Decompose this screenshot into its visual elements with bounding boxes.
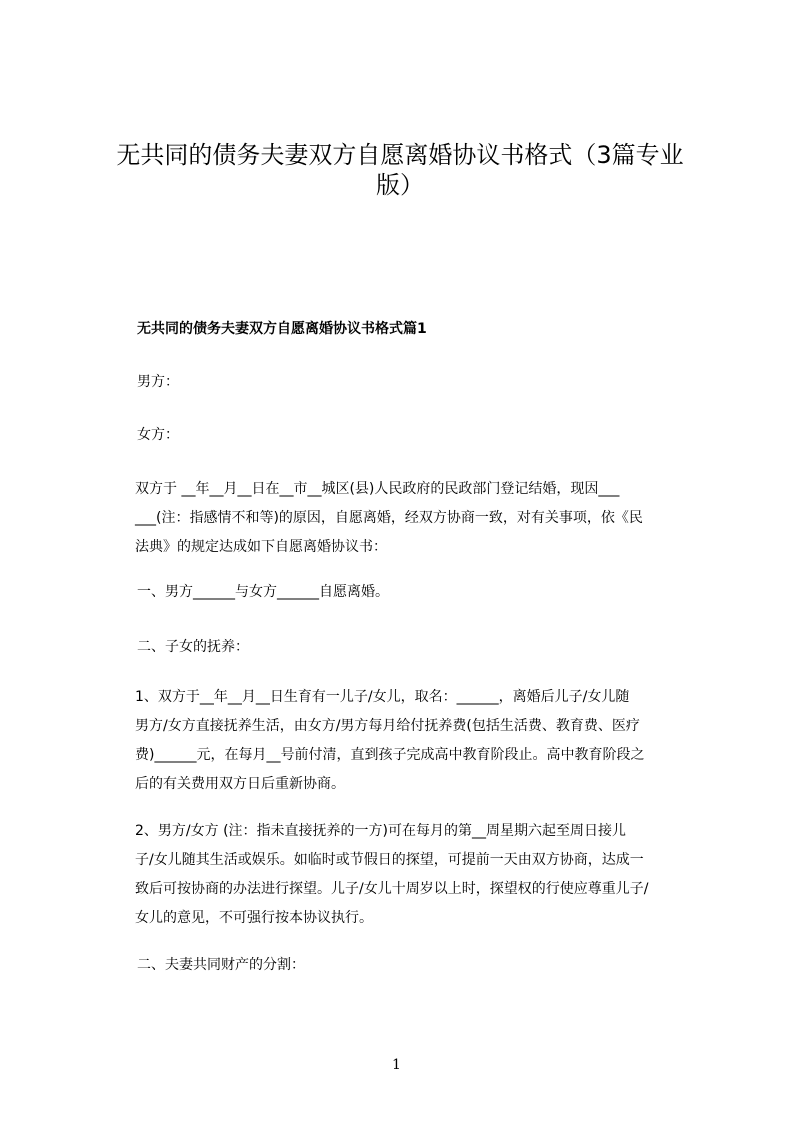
visitation-item-2 bbox=[135, 817, 715, 933]
document-title: 无共同的债务夫妻双方自愿离婚协议书格式（3篇专业版） bbox=[116, 141, 684, 199]
paragraph-line: 后的有关费用双方日后重新协商。 bbox=[135, 776, 345, 792]
section-heading: 无共同的债务夫妻双方自愿离婚协议书格式篇1 bbox=[137, 321, 427, 337]
male-party-label: 男方： bbox=[137, 374, 179, 390]
paragraph-line: 致后可按协商的办法进行探望。儿子/女儿十周岁以上时，探望权的行使应尊重儿子/ bbox=[135, 881, 649, 897]
paragraph-line: 男方/女方直接抚养生活，由女方/男方每月给付抚养费(包括生活费、教育费、医疗 bbox=[135, 718, 640, 734]
paragraph-line: 法典》的规定达成如下自愿离婚协议书： bbox=[135, 539, 387, 555]
paragraph-line: 2、男方/女方 (注：指未直接抚养的一方)可在每月的第__周星期六起至周日接儿 bbox=[135, 823, 626, 839]
paragraph-line: 女儿的意见，不可强行按本协议执行。 bbox=[135, 910, 373, 926]
female-party-label: 女方： bbox=[137, 427, 179, 443]
paragraph-line: 子/女儿随其生活或娱乐。如临时或节假日的探望，可提前一天由双方协商，达成一 bbox=[135, 852, 644, 868]
child-custody-item-1 bbox=[135, 683, 715, 799]
paragraph-line: 双方于 __年__月__日在__市__城区(县)人民政府的民政部门登记结婚，现因___ bbox=[135, 481, 620, 497]
intro-paragraph bbox=[135, 475, 715, 562]
paragraph-line: 1、双方于__年__月__日生育有一儿子/女儿，取名：______，离婚后儿子/女儿随 bbox=[135, 689, 630, 705]
clause-1: 一、男方______与女方______自愿离婚。 bbox=[137, 584, 389, 600]
clause-2-heading: 二、子女的抚养： bbox=[137, 639, 249, 655]
paragraph-line: 费)______元，在每月__号前付清，直到孩子完成高中教育阶段止。高中教育阶段之 bbox=[135, 747, 645, 763]
clause-3-heading: 二、夫妻共同财产的分割： bbox=[137, 957, 305, 973]
page-number: 1 bbox=[392, 1057, 401, 1073]
paragraph-line: ___(注：指感情不和等)的原因，自愿离婚，经双方协商一致，对有关事项，依《民 bbox=[135, 510, 643, 526]
